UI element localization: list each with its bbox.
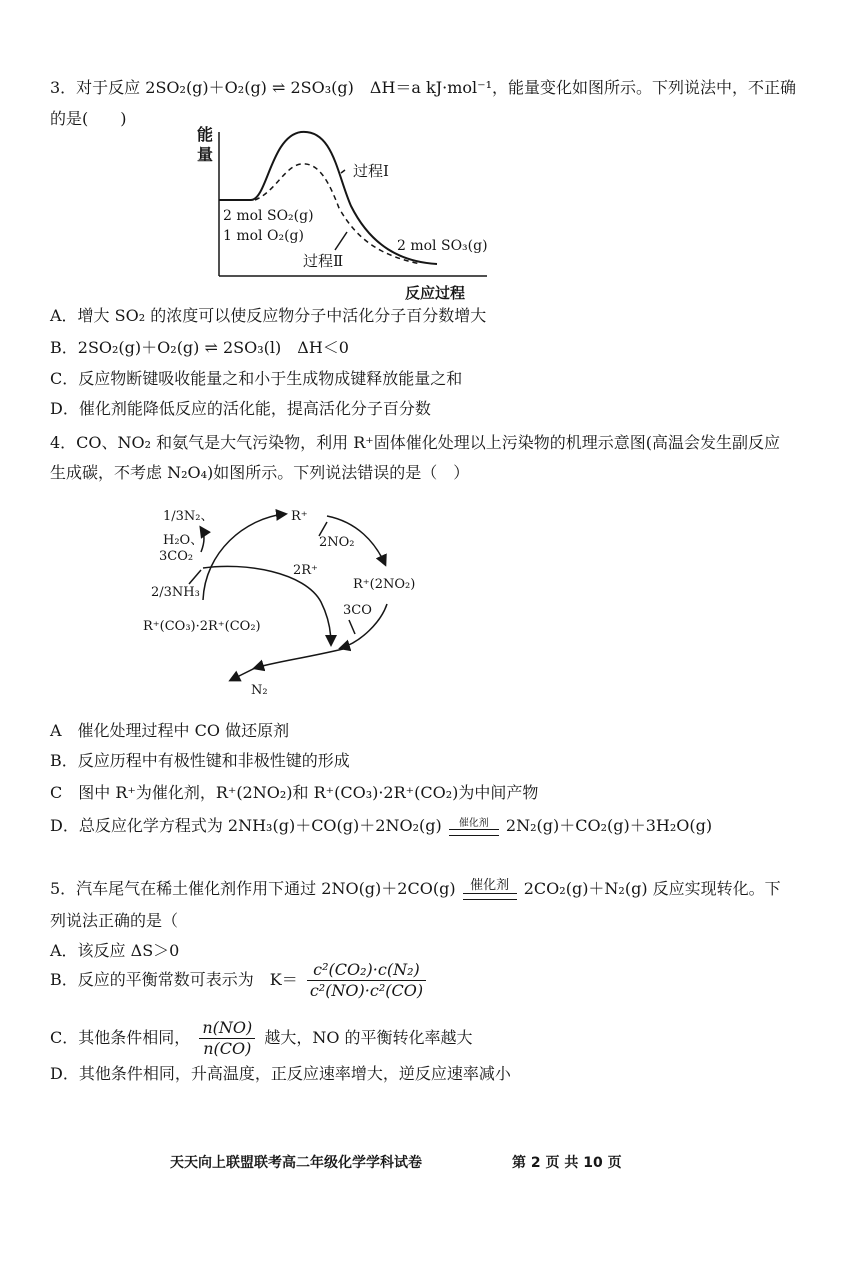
ratio-fraction <box>199 1018 255 1059</box>
label-h2o: H₂O、 <box>163 533 204 548</box>
q4-option-d-suffix: 2N₂(g)＋CO₂(g)＋3H₂O(g) <box>505 816 713 835</box>
q4-stem-line1: 4．CO、NO₂ 和氨气是大气污染物，利用 R⁺固体催化处理以上污染物的机理示意图(高温会发生副反应 <box>50 433 780 452</box>
cycle-to-n2 <box>231 668 255 680</box>
no2-entry <box>319 522 327 536</box>
q4-option-a: A 催化处理过程中 CO 做还原剂 <box>50 721 290 740</box>
q5-option-c-suffix: 越大，NO 的平衡转化率越大 <box>264 1028 473 1047</box>
k-denominator: c²(NO)·c²(CO) <box>309 981 424 1000</box>
catalyst-arrow <box>449 818 499 836</box>
label-3co: 3CO <box>343 603 372 618</box>
q5-stem-prefix: 5．汽车尾气在稀土催化剂作用下通过 2NO(g)＋2CO(g) <box>50 879 456 898</box>
cycle-arc-top <box>203 514 285 600</box>
q4-option-c: C 图中 R⁺为催化剂，R⁺(2NO₂)和 R⁺(CO₃)·2R⁺(CO₂)为中间产物 <box>50 783 539 802</box>
q5-catalyst-condition: 催化剂 <box>470 878 510 893</box>
q3-option-b: B．2SO₂(g)＋O₂(g) ⇌ 2SO₃(l) ΔH＜0 <box>50 338 349 357</box>
label-intermediate: R⁺(CO₃)·2R⁺(CO₂) <box>143 619 261 634</box>
process-1-label: 过程Ⅰ <box>353 162 389 180</box>
q5-option-b-prefix: B．反应的平衡常数可表示为 K＝ <box>50 970 298 989</box>
q5-catalyst-arrow <box>463 879 517 900</box>
q5-equals-arrow <box>463 893 517 900</box>
product-label: 2 mol SO₃(g) <box>397 238 488 254</box>
equilibrium-constant-fraction <box>307 960 426 1001</box>
energy-profile-diagram <box>195 122 495 302</box>
label-nh3: 2/3NH₃ <box>151 585 200 600</box>
label-n2: N₂ <box>251 683 268 698</box>
cycle-arc-bottom <box>255 649 343 668</box>
q5-option-a: A．该反应 ΔS＞0 <box>50 941 180 960</box>
q5-stem-line1 <box>50 876 781 902</box>
x-axis-label: 反应过程 <box>405 284 466 302</box>
q3-stem-line2: 的是( ) <box>50 109 127 128</box>
label-3co2: 3CO₂ <box>159 549 194 564</box>
q5-option-c <box>50 1018 473 1059</box>
co-entry <box>349 620 355 634</box>
catalytic-mechanism-diagram <box>135 492 465 702</box>
process-1-arrow <box>341 170 345 173</box>
equals-arrow <box>449 829 499 836</box>
q4-option-b: B．反应历程中有极性键和非极性键的形成 <box>50 751 350 770</box>
q5-stem-suffix: 2CO₂(g)＋N₂(g) 反应实现转化。下 <box>523 879 781 898</box>
footer-page: 第 2 页 共 10 页 <box>512 1155 622 1171</box>
q5-stem-line2: 列说法正确的是（ <box>50 911 179 930</box>
y-axis-label-1: 能 <box>197 125 214 144</box>
q4-stem-line2: 生成碳，不考虑 N₂O₄)如图所示。下列说法错误的是（ ） <box>50 463 470 482</box>
q5-option-d: D．其他条件相同，升高温度，正反应速率增大，逆反应速率减小 <box>50 1064 511 1083</box>
ratio-numerator: n(NO) <box>199 1018 255 1039</box>
label-2no2: 2NO₂ <box>319 535 355 550</box>
q4-option-d <box>50 812 712 840</box>
process-2-pointer <box>335 232 347 250</box>
label-r-2no2: R⁺(2NO₂) <box>353 577 416 592</box>
ratio-denominator: n(CO) <box>203 1039 252 1058</box>
nh3-entry <box>189 570 201 584</box>
q5-option-c-prefix: C．其他条件相同， <box>50 1028 191 1047</box>
label-2r-plus: 2R⁺ <box>293 563 318 578</box>
q4-option-d-prefix: D．总反应化学方程式为 2NH₃(g)＋CO(g)＋2NO₂(g) <box>50 816 442 835</box>
catalyst-condition: 催化剂 <box>458 817 489 829</box>
label-n2-third: 1/3N₂、 <box>163 509 214 524</box>
q3-stem-line1: 3．对于反应 2SO₂(g)＋O₂(g) ⇌ 2SO₃(g) ΔH＝a kJ·mol⁻¹，能量变化如图所示。下列说法中，不正确 <box>50 78 797 97</box>
reactant-label-1: 2 mol SO₂(g) <box>223 208 314 224</box>
q5-option-b <box>50 960 430 1001</box>
y-axis-label-2: 量 <box>197 145 214 164</box>
footer-title: 天天向上联盟联考高二年级化学学科试卷 <box>170 1155 422 1171</box>
label-r-plus: R⁺ <box>291 509 308 524</box>
process-2-label: 过程Ⅱ <box>303 252 344 270</box>
q3-option-d: D．催化剂能降低反应的活化能，提高活化分子百分数 <box>50 399 431 418</box>
k-numerator: c²(CO₂)·c(N₂) <box>307 960 426 981</box>
q3-option-c: C．反应物断键吸收能量之和小于生成物成键释放能量之和 <box>50 369 463 388</box>
q3-option-a: A．增大 SO₂ 的浓度可以使反应物分子中活化分子百分数增大 <box>50 306 487 325</box>
reactant-label-2: 1 mol O₂(g) <box>223 228 304 244</box>
